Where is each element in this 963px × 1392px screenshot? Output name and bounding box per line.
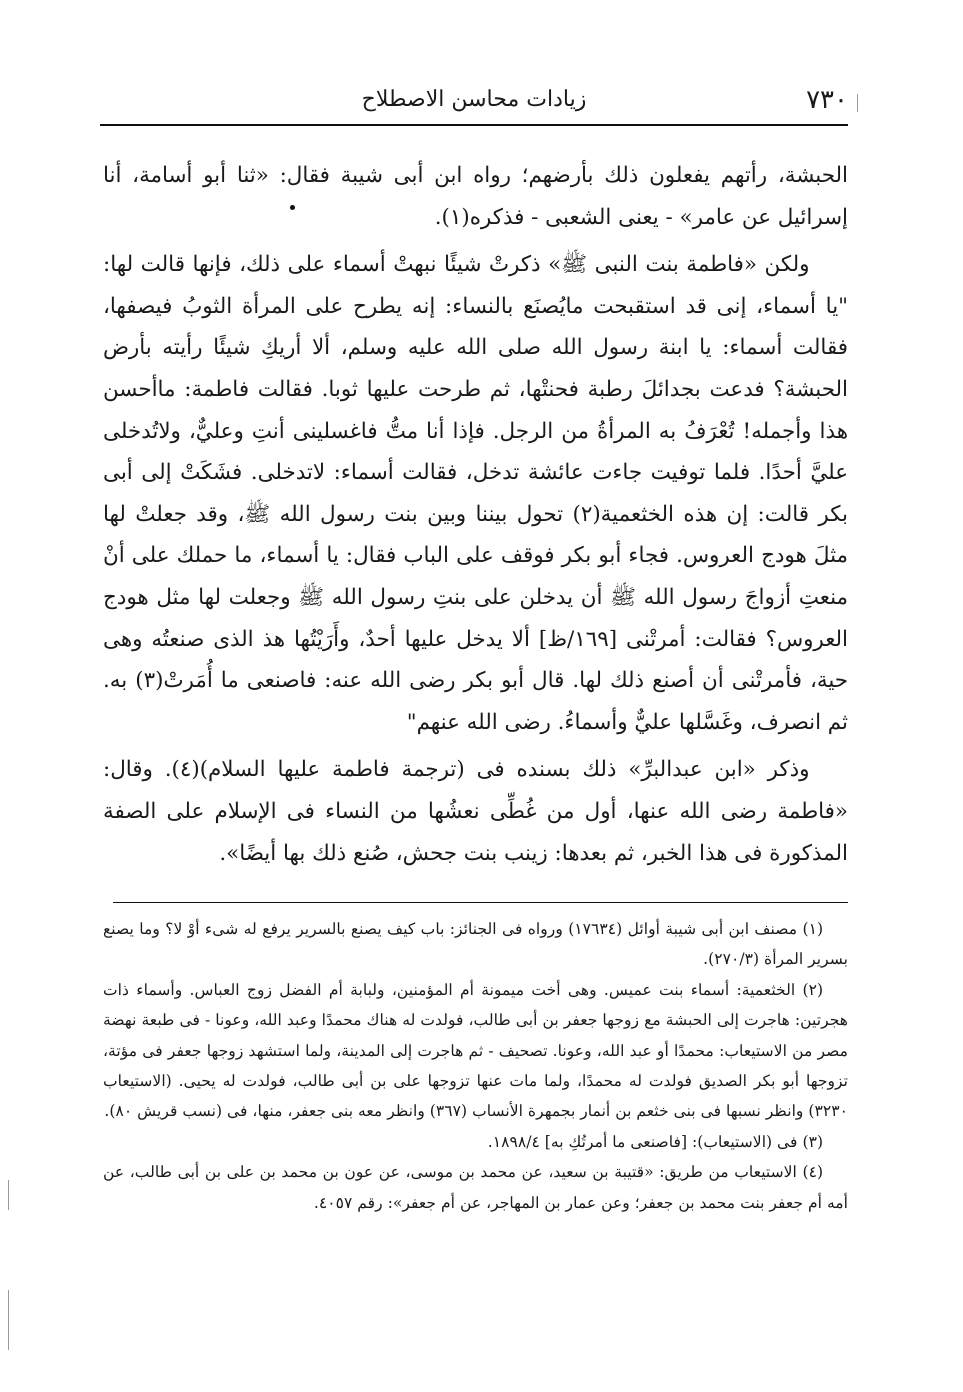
body-paragraph: ولكن «فاطمة بنت النبى ﷺ» ذكرتْ شيئًا نبهتْ أسماء على ذلك، فإنها قالت لها: "يا أسماء، إنى قد استقبحت مايُصنَع بالنساء: إنه يطرح على المرأة الثوبُ فيصفها، فقالت أسماء: يا ابنة رسول الله صلى الله عليه وسلم، ألا أريكِ شيئًا رأيته بأرض الحبشة؟ فدعت بجدائلَ رطبة فحنتْها، ثم طرحت عليها ثوبا. فقالت فاطمة: ماأحسن هذا وأجمله! تُعْرَفُ به المرأةُ من الرجل. فإذا أنا متُّ فاغسلينى أنتِ وعليٌّ، ولاتُدخلى عليَّ أحدًا. فلما توفيت جاءت عائشة تدخل، فقالت أسماء: لاتدخلى. فشَكَتْ إلى أبى بكر قالت: إن هذه الخثعمية(٢) تحول بيننا وبين بنت رسول الله ﷺ، وقد جعلتْ لها مثلَ هودج العروس. فجاء أبو بكر فوقف على الباب فقال: يا أسماء، ما حملك على أنْ منعتِ أزواجَ رسول الله ﷺ أن يدخلن على بنتِ رسول الله ﷺ وجعلت لها مثل هودج العروس؟ فقالت: أمرتْنى [١٦٩/ظ] ألا يدخل عليها أحدٌ، وأَرَيْتُها هذ الذى صنعتُه وهى حية، فأمرتْنى أن أصنع ذلك لها. قال أبو بكر رضى الله عنه: فاصنعى ما أُمَرتْ(٣) به. ثم انصرف، وغَسَّلها عليٌّ وأسماءُ. رضى الله عنهم" — [103, 252, 848, 735]
scan-margin-mark — [8, 1290, 9, 1350]
page-number: ٧٣٠ — [806, 85, 848, 115]
footnotes — [103, 914, 848, 1218]
page-header — [100, 82, 848, 118]
footnote: (٢) الخثعمية: أسماء بنت عميس. وهى أخت ميمونة أم المؤمنين، ولبابة أم الفضل زوج العباس. وأسماء ذات هجرتين: هاجرت إلى الحبشة مع زوجها جعفر بن أبى طالب، فولدت له هناك محمدًا وعبد الله، وعونا - فى طبعة نهضة مصر من الاستيعاب: محمدًا أو عبد الله، وعونا. تصحيف - ثم هاجرت إلى المدينة، ولما استشهد زوجها جعفر فى مؤتة، تزوجها أبو بكر الصديق فولدت له محمدًا، ولما مات عنها تزوجها على بن أبى طالب، فولدت له يحيى. (الاستيعاب ٣٢٣٠) وانظر نسبها فى بنى خثعم بن أنمار بجمهرة الأنساب (٣٦٧) وانظر معه بنى جعفر، منها، فى (نسب قريش ٨٠). — [103, 980, 848, 1121]
body-paragraph: الحبشة، رأتهم يفعلون ذلك بأرضهم؛ رواه ابن أبى شيبة فقال: «ثنا أبو أسامة، أنا إسرائيل عن عامر» - يعنى الشعبى - فذكره(١). — [103, 163, 848, 230]
scan-margin-mark — [8, 1180, 9, 1210]
running-title: زيادات محاسن الاصطلاح — [361, 87, 587, 112]
header-divider — [100, 124, 848, 126]
footnote: (٤) الاستيعاب من طريق: «قتيبة بن سعيد، عن محمد بن موسى، عن عون بن محمد بن على بن أبى طالب، عن أمه أم جعفر بنت محمد بن جعفر؛ وعن عمار بن المهاجر، عن أم جعفر»: رقم ٤٠٥٧. — [103, 1163, 848, 1212]
scan-margin-mark — [857, 94, 858, 112]
footnote: (٣) فى (الاستيعاب): [فاصنعى ما أمرتُكِ به] ١٨٩٨/٤. — [487, 1132, 824, 1151]
body-paragraph: وذكر «ابن عبدالبرِّ» ذلك بسنده فى (ترجمة فاطمة عليها السلام)(٤). وقال: «فاطمة رضى الله عنها، أول من غُطِّى نعشُها من النساء فى الإسلام على الصفة المذكورة فى هذا الخبر، ثم بعدها: زينب بنت جحش، صُنع ذلك بها أيضًا». — [103, 757, 848, 866]
main-text — [103, 155, 848, 880]
footnote: (١) مصنف ابن أبى شيبة أوائل (١٧٦٣٤) ورواه فى الجنائز: باب كيف يصنع بالسرير يرفع له شىء أوْ لا؟ وما يصنع بسرير المرأة (٢٧٠/٣). — [103, 920, 848, 969]
footnote-divider — [113, 902, 848, 903]
